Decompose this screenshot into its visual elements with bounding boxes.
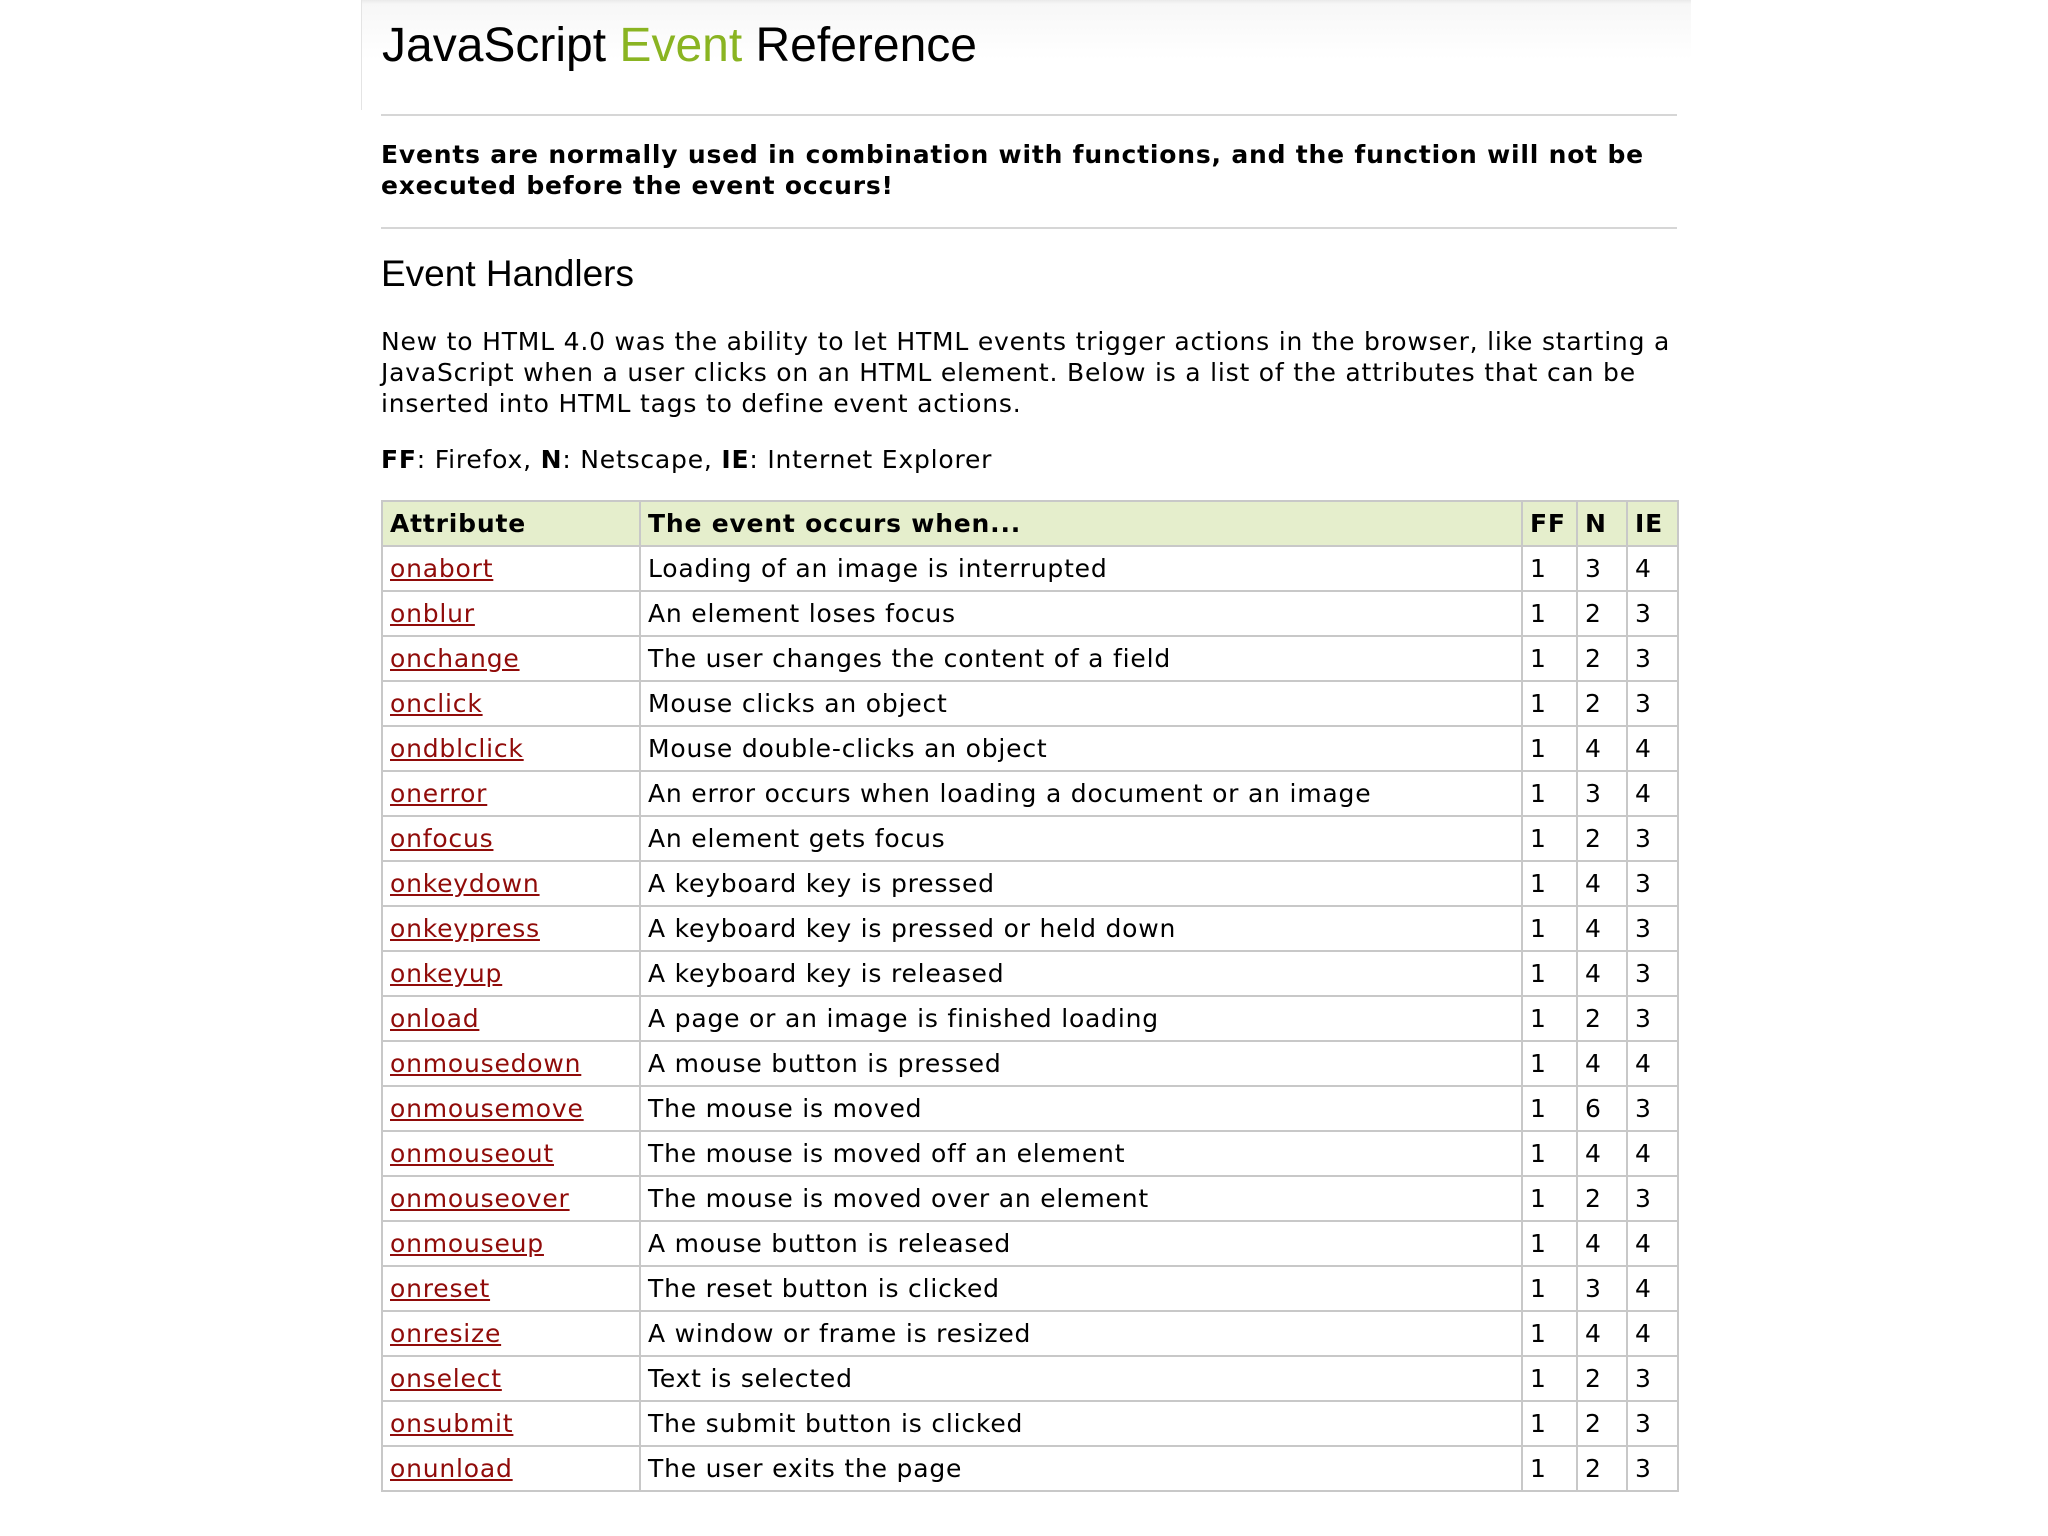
description-cell: A keyboard key is pressed or held down [640,906,1522,951]
ie-version-cell: 4 [1627,1266,1678,1311]
description-cell: Text is selected [640,1356,1522,1401]
table-row [382,726,1678,771]
attribute-link-onabort[interactable]: onabort [390,553,494,583]
divider-top [381,114,1677,116]
n-version-cell: 2 [1577,1176,1627,1221]
table-row [382,1266,1678,1311]
table-header-row [382,501,1678,546]
ie-version-cell: 3 [1627,1356,1678,1401]
attribute-link-onsubmit[interactable]: onsubmit [390,1408,514,1438]
ie-version-cell: 3 [1627,1176,1678,1221]
n-version-cell: 4 [1577,1041,1627,1086]
title-bar [361,0,1691,110]
description-cell: The mouse is moved over an element [640,1176,1522,1221]
ff-version-cell: 1 [1522,726,1577,771]
ie-version-cell: 3 [1627,636,1678,681]
attribute-link-onmouseout[interactable]: onmouseout [390,1138,554,1168]
attribute-cell [382,1356,640,1401]
ie-version-cell: 3 [1627,1446,1678,1491]
attribute-link-onkeyup[interactable]: onkeyup [390,958,503,988]
n-version-cell: 2 [1577,1446,1627,1491]
table-row [382,681,1678,726]
ie-version-cell: 3 [1627,1401,1678,1446]
attribute-cell [382,996,640,1041]
attribute-cell [382,771,640,816]
ie-version-cell: 4 [1627,726,1678,771]
description-cell: A mouse button is pressed [640,1041,1522,1086]
description-cell: Mouse double-clicks an object [640,726,1522,771]
n-version-cell: 2 [1577,1356,1627,1401]
ie-version-cell: 3 [1627,906,1678,951]
table-row [382,861,1678,906]
n-version-cell: 2 [1577,816,1627,861]
ff-version-cell: 1 [1522,1041,1577,1086]
ff-version-cell: 1 [1522,771,1577,816]
description-cell: The user changes the content of a field [640,636,1522,681]
page-title-part2: Reference [742,19,977,72]
page-title-part1: JavaScript [382,19,620,72]
description-cell: A mouse button is released [640,1221,1522,1266]
attribute-cell [382,546,640,591]
description-cell: The submit button is clicked [640,1401,1522,1446]
ff-version-cell: 1 [1522,1176,1577,1221]
intro-bold-text: Events are normally used in combination with functions, and the function will not be executed before the event occurs! [381,140,1644,200]
attribute-cell [382,861,640,906]
legend-ie-text: : Internet Explorer [749,445,993,474]
events-table [381,500,1679,1492]
attribute-link-onunload[interactable]: onunload [390,1453,513,1483]
table-row [382,1041,1678,1086]
ff-version-cell: 1 [1522,1356,1577,1401]
attribute-cell [382,1041,640,1086]
description-cell: An element gets focus [640,816,1522,861]
ie-version-cell: 3 [1627,951,1678,996]
ff-version-cell: 1 [1522,636,1577,681]
table-row [382,1356,1678,1401]
ie-version-cell: 3 [1627,1086,1678,1131]
header-ie: IE [1627,501,1678,546]
table-row [382,1086,1678,1131]
page-title-accent: Event [619,19,743,72]
attribute-cell [382,636,640,681]
legend-ie-key: IE [721,445,750,474]
attribute-link-onmousemove[interactable]: onmousemove [390,1093,584,1123]
table-row [382,1311,1678,1356]
attribute-link-onkeypress[interactable]: onkeypress [390,913,540,943]
attribute-cell [382,951,640,996]
n-version-cell: 2 [1577,636,1627,681]
ff-version-cell: 1 [1522,816,1577,861]
attribute-link-onmouseover[interactable]: onmouseover [390,1183,570,1213]
table-row [382,591,1678,636]
attribute-cell [382,1176,640,1221]
n-version-cell: 2 [1577,591,1627,636]
description-cell: A page or an image is finished loading [640,996,1522,1041]
attribute-link-onclick[interactable]: onclick [390,688,483,718]
ff-version-cell: 1 [1522,1131,1577,1176]
ie-version-cell: 4 [1627,1041,1678,1086]
attribute-cell [382,681,640,726]
n-version-cell: 2 [1577,1401,1627,1446]
header-event: The event occurs when... [640,501,1522,546]
description-cell: Loading of an image is interrupted [640,546,1522,591]
ff-version-cell: 1 [1522,996,1577,1041]
n-version-cell: 4 [1577,726,1627,771]
n-version-cell: 2 [1577,681,1627,726]
ff-version-cell: 1 [1522,591,1577,636]
attribute-link-onmouseup[interactable]: onmouseup [390,1228,544,1258]
page-content [361,0,1691,1536]
table-row [382,1176,1678,1221]
ff-version-cell: 1 [1522,951,1577,996]
ie-version-cell: 3 [1627,996,1678,1041]
attribute-link-onresize[interactable]: onresize [390,1318,502,1348]
table-row [382,636,1678,681]
ie-version-cell: 4 [1627,771,1678,816]
table-row [382,816,1678,861]
ff-version-cell: 1 [1522,861,1577,906]
events-table-body [382,546,1678,1491]
ff-version-cell: 1 [1522,681,1577,726]
attribute-link-ondblclick[interactable]: ondblclick [390,733,524,763]
page-title [382,16,977,76]
legend-n-text: : Netscape, [562,445,722,474]
description-cell: The reset button is clicked [640,1266,1522,1311]
section-heading: Event Handlers [381,253,634,294]
n-version-cell: 4 [1577,1131,1627,1176]
attribute-link-onmousedown[interactable]: onmousedown [390,1048,582,1078]
attribute-cell [382,1266,640,1311]
attribute-cell [382,906,640,951]
attribute-link-onchange[interactable]: onchange [390,643,520,673]
description-cell: An error occurs when loading a document or an image [640,771,1522,816]
table-row [382,996,1678,1041]
ie-version-cell: 4 [1627,1311,1678,1356]
attribute-cell [382,1086,640,1131]
description-cell: An element loses focus [640,591,1522,636]
description-cell: A window or frame is resized [640,1311,1522,1356]
divider-middle [381,227,1677,229]
ie-version-cell: 3 [1627,681,1678,726]
attribute-link-onfocus[interactable]: onfocus [390,823,494,853]
n-version-cell: 6 [1577,1086,1627,1131]
ie-version-cell: 3 [1627,591,1678,636]
n-version-cell: 4 [1577,1221,1627,1266]
table-row [382,951,1678,996]
n-version-cell: 4 [1577,906,1627,951]
ie-version-cell: 4 [1627,1131,1678,1176]
description-cell: The mouse is moved [640,1086,1522,1131]
n-version-cell: 4 [1577,1311,1627,1356]
ff-version-cell: 1 [1522,1401,1577,1446]
n-version-cell: 4 [1577,861,1627,906]
n-version-cell: 3 [1577,546,1627,591]
n-version-cell: 3 [1577,1266,1627,1311]
description-cell: A keyboard key is pressed [640,861,1522,906]
n-version-cell: 4 [1577,951,1627,996]
ff-version-cell: 1 [1522,1221,1577,1266]
table-row [382,1446,1678,1491]
attribute-link-onreset[interactable]: onreset [390,1273,491,1303]
legend-ff-key: FF [381,445,417,474]
ff-version-cell: 1 [1522,1266,1577,1311]
ie-version-cell: 3 [1627,861,1678,906]
description-cell: The mouse is moved off an element [640,1131,1522,1176]
attribute-link-onerror[interactable]: onerror [390,778,488,808]
header-attribute: Attribute [382,501,640,546]
table-row [382,771,1678,816]
ff-version-cell: 1 [1522,546,1577,591]
n-version-cell: 2 [1577,996,1627,1041]
intro-paragraph: New to HTML 4.0 was the ability to let HTML events trigger actions in the browser, like starting a JavaScript when a user clicks on an HTML element. Below is a list of the attributes that can be inserted into HTML tags to define event actions. [381,327,1671,418]
attribute-link-onblur[interactable]: onblur [390,598,475,628]
n-version-cell: 3 [1577,771,1627,816]
header-n: N [1577,501,1627,546]
ie-version-cell: 3 [1627,816,1678,861]
attribute-link-onkeydown[interactable]: onkeydown [390,868,540,898]
description-cell: Mouse clicks an object [640,681,1522,726]
attribute-cell [382,816,640,861]
ff-version-cell: 1 [1522,1446,1577,1491]
attribute-cell [382,1131,640,1176]
description-cell: A keyboard key is released [640,951,1522,996]
ff-version-cell: 1 [1522,1086,1577,1131]
table-row [382,546,1678,591]
attribute-cell [382,1401,640,1446]
attribute-link-onselect[interactable]: onselect [390,1363,502,1393]
ie-version-cell: 4 [1627,1221,1678,1266]
ff-version-cell: 1 [1522,1311,1577,1356]
table-row [382,1401,1678,1446]
ie-version-cell: 4 [1627,546,1678,591]
table-row [382,1221,1678,1266]
attribute-cell [382,1221,640,1266]
browser-legend [381,444,992,475]
attribute-cell [382,726,640,771]
legend-ff-text: : Firefox, [416,445,541,474]
description-cell: The user exits the page [640,1446,1522,1491]
attribute-link-onload[interactable]: onload [390,1003,480,1033]
ff-version-cell: 1 [1522,906,1577,951]
table-row [382,1131,1678,1176]
legend-n-key: N [540,445,563,474]
attribute-cell [382,1311,640,1356]
table-row [382,906,1678,951]
header-ff: FF [1522,501,1577,546]
attribute-cell [382,591,640,636]
attribute-cell [382,1446,640,1491]
